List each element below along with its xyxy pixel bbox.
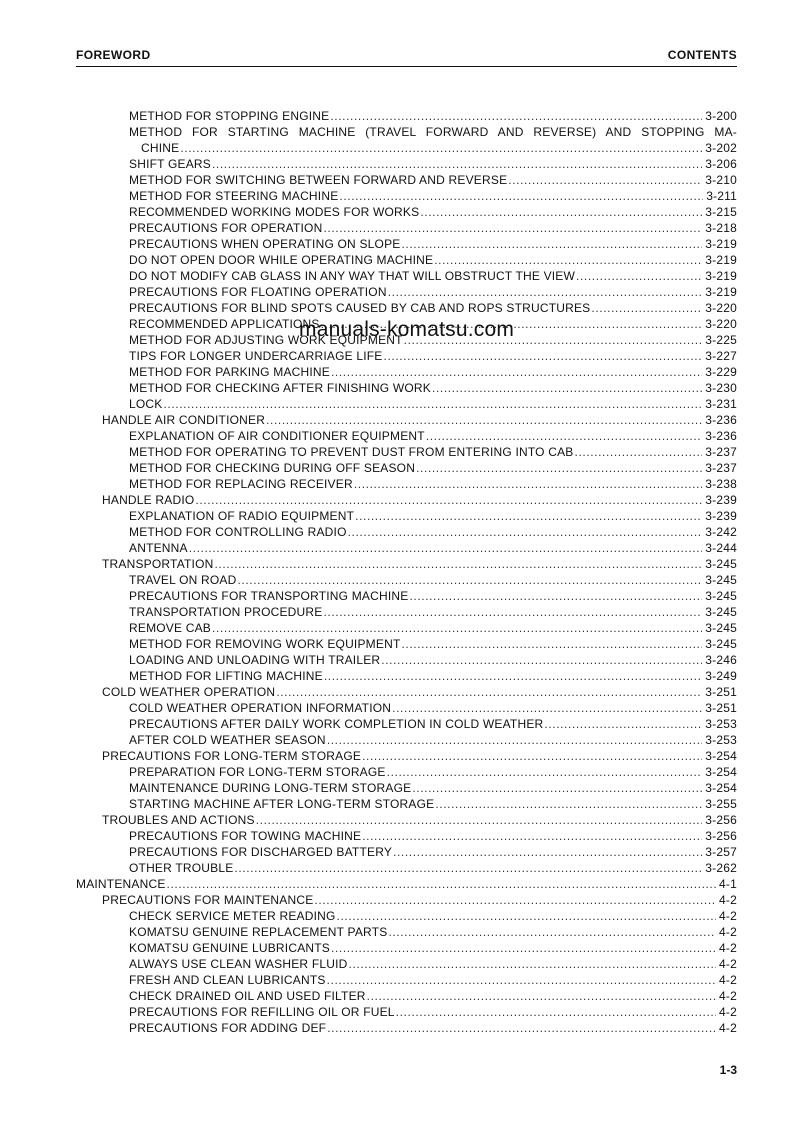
toc-entry[interactable] xyxy=(76,412,737,428)
toc-entry-title: PRECAUTIONS FOR TRANSPORTING MACHINE xyxy=(129,589,409,603)
toc-entry[interactable] xyxy=(76,988,737,1004)
toc-entry-page: 3-227 xyxy=(705,349,737,363)
toc-entry-title: PRECAUTIONS FOR REFILLING OIL OR FUEL xyxy=(129,1005,395,1019)
toc-entry-page: 3-256 xyxy=(705,829,737,843)
toc-dot-leader xyxy=(420,204,702,220)
toc-entry-title: METHOD FOR REMOVING WORK EQUIPMENT xyxy=(129,637,401,651)
toc-dot-leader xyxy=(167,876,717,892)
toc-entry-page: 3-238 xyxy=(705,477,737,491)
toc-entry[interactable] xyxy=(76,908,737,924)
toc-dot-leader xyxy=(276,684,702,700)
toc-entry-title: HANDLE RADIO xyxy=(102,493,195,507)
toc-entry-title: PRECAUTIONS FOR ADDING DEF xyxy=(129,1021,327,1035)
toc-entry[interactable] xyxy=(76,396,737,412)
toc-entry[interactable] xyxy=(76,796,737,812)
toc-entry-title: OTHER TROUBLE xyxy=(129,861,234,875)
toc-entry-page: 3-239 xyxy=(705,509,737,523)
toc-dot-leader xyxy=(409,588,702,604)
section-title: FOREWORD xyxy=(76,48,151,62)
toc-entry-title: HANDLE AIR CONDITIONER xyxy=(102,413,266,427)
toc-dot-leader xyxy=(354,476,702,492)
toc-entry[interactable] xyxy=(76,780,737,796)
toc-entry-title: CHECK DRAINED OIL AND USED FILTER xyxy=(129,989,366,1003)
toc-entry-title: CHECK SERVICE METER READING xyxy=(129,909,336,923)
toc-dot-leader xyxy=(339,188,703,204)
toc-entry[interactable] xyxy=(76,1004,737,1020)
toc-entry-page: 3-254 xyxy=(705,765,737,779)
toc-entry-page: 3-236 xyxy=(705,429,737,443)
toc-entry-title: COLD WEATHER OPERATION xyxy=(102,685,276,699)
toc-entry-page: 3-219 xyxy=(705,237,737,251)
toc-dot-leader xyxy=(576,268,702,284)
toc-entry-page: 3-242 xyxy=(705,525,737,539)
toc-entry-title: KOMATSU GENUINE LUBRICANTS xyxy=(129,941,331,955)
toc-entry[interactable] xyxy=(76,972,737,988)
toc-dot-leader xyxy=(384,348,703,364)
toc-entry-page: 3-231 xyxy=(705,397,737,411)
toc-entry-title: REMOVE CAB xyxy=(129,621,212,635)
toc-dot-leader xyxy=(266,412,702,428)
toc-entry-title: ALWAYS USE CLEAN WASHER FLUID xyxy=(129,957,348,971)
toc-dot-leader xyxy=(393,844,702,860)
toc-entry[interactable] xyxy=(76,652,737,668)
toc-dot-leader xyxy=(330,108,702,124)
toc-entry-title: METHOD FOR STOPPING ENGINE xyxy=(129,109,330,123)
toc-entry-title: METHOD FOR LIFTING MACHINE xyxy=(129,669,323,683)
toc-entry-page: 3-253 xyxy=(705,717,737,731)
toc-entry-page: 3-249 xyxy=(705,669,737,683)
toc-entry[interactable] xyxy=(76,172,737,188)
toc-entry-page: 3-219 xyxy=(705,285,737,299)
toc-entry[interactable] xyxy=(76,364,737,380)
toc-dot-leader xyxy=(591,300,702,316)
toc-entry-title: RECOMMENDED WORKING MODES FOR WORKS xyxy=(129,205,420,219)
toc-dot-leader xyxy=(392,700,702,716)
toc-entry-page: 3-220 xyxy=(705,301,737,315)
toc-dot-leader xyxy=(426,428,702,444)
toc-dot-leader xyxy=(362,748,702,764)
toc-dot-leader xyxy=(544,716,702,732)
toc-entry-page: 3-251 xyxy=(705,701,737,715)
toc-entry-title: TROUBLES AND ACTIONS xyxy=(102,813,255,827)
table-of-contents xyxy=(76,108,737,1036)
toc-entry-title: METHOD FOR SWITCHING BETWEEN FORWARD AND REVERSE xyxy=(129,173,508,187)
toc-entry-page: 3-245 xyxy=(705,589,737,603)
toc-entry-title: PRECAUTIONS AFTER DAILY WORK COMPLETION IN COLD WEATHER xyxy=(129,717,544,731)
toc-entry[interactable] xyxy=(76,732,737,748)
toc-entry-title: PRECAUTIONS FOR FLOATING OPERATION xyxy=(129,285,387,299)
toc-entry-page: 3-244 xyxy=(705,541,737,555)
toc-entry-page: 3-256 xyxy=(705,813,737,827)
toc-entry-page: 3-206 xyxy=(705,157,737,171)
toc-dot-leader xyxy=(401,236,702,252)
toc-entry-title: METHOD FOR ADJUSTING WORK EQUIPMENT xyxy=(129,333,403,347)
toc-dot-leader xyxy=(508,172,702,188)
toc-entry[interactable] xyxy=(76,604,737,620)
toc-dot-leader xyxy=(434,252,702,268)
toc-entry[interactable] xyxy=(76,748,737,764)
toc-entry-page: 4-2 xyxy=(719,893,737,907)
toc-dot-leader xyxy=(163,396,702,412)
toc-entry-title: PRECAUTIONS FOR TOWING MACHINE xyxy=(129,829,362,843)
toc-entry[interactable] xyxy=(76,572,737,588)
toc-entry-page: 3-219 xyxy=(705,269,737,283)
toc-entry[interactable] xyxy=(76,636,737,652)
toc-entry-page: 3-245 xyxy=(705,605,737,619)
toc-entry-page: 4-2 xyxy=(719,989,737,1003)
toc-entry-page: 3-237 xyxy=(705,445,737,459)
page-number: 1-3 xyxy=(719,1063,737,1077)
toc-dot-leader xyxy=(575,444,703,460)
toc-dot-leader xyxy=(212,620,702,636)
toc-entry-title: PRECAUTIONS FOR BLIND SPOTS CAUSED BY CAB AND ROPS STRUCTURES xyxy=(129,301,591,315)
toc-entry-title: DO NOT OPEN DOOR WHILE OPERATING MACHINE xyxy=(129,253,434,267)
toc-entry[interactable] xyxy=(76,924,737,940)
toc-entry[interactable] xyxy=(76,492,737,508)
toc-entry-title: METHOD FOR STARTING MACHINE (TRAVEL FORWARD AND REVERSE) AND STOPPING MA- xyxy=(129,125,737,139)
toc-dot-leader xyxy=(362,828,702,844)
toc-entry-page: 4-2 xyxy=(719,909,737,923)
toc-entry[interactable] xyxy=(76,380,737,396)
toc-entry-title: TRANSPORTATION PROCEDURE xyxy=(129,605,323,619)
toc-entry-title: ANTENNA xyxy=(129,541,188,555)
toc-entry-title: TRANSPORTATION xyxy=(102,557,214,571)
toc-entry-title: SHIFT GEARS xyxy=(129,157,211,171)
toc-dot-leader xyxy=(381,652,702,668)
toc-entry[interactable] xyxy=(76,620,737,636)
toc-dot-leader xyxy=(331,364,702,380)
toc-entry-page: 3-246 xyxy=(705,653,737,667)
toc-entry-title: METHOD FOR STEERING MACHINE xyxy=(129,189,339,203)
toc-entry[interactable] xyxy=(76,220,737,236)
toc-dot-leader xyxy=(327,732,702,748)
toc-dot-leader xyxy=(195,492,702,508)
toc-dot-leader xyxy=(212,156,702,172)
header-divider xyxy=(76,66,737,67)
toc-entry[interactable] xyxy=(76,828,737,844)
toc-dot-leader xyxy=(355,508,702,524)
page-header xyxy=(76,48,737,64)
toc-entry-title: AFTER COLD WEATHER SEASON xyxy=(129,733,326,747)
toc-entry-title: LOADING AND UNLOADING WITH TRAILER xyxy=(129,653,381,667)
toc-entry[interactable] xyxy=(76,956,737,972)
toc-dot-leader xyxy=(324,668,702,684)
toc-entry-page: 3-220 xyxy=(705,317,737,331)
toc-entry[interactable] xyxy=(76,300,737,316)
toc-entry[interactable] xyxy=(76,524,737,540)
toc-entry-title: METHOD FOR PARKING MACHINE xyxy=(129,365,330,379)
toc-entry-title: METHOD FOR CONTROLLING RADIO xyxy=(129,525,347,539)
toc-entry[interactable] xyxy=(76,204,737,220)
toc-entry-page: 4-1 xyxy=(719,877,737,891)
toc-entry[interactable] xyxy=(76,812,737,828)
toc-dot-leader xyxy=(401,636,702,652)
toc-entry-title: TRAVEL ON ROAD xyxy=(129,573,237,587)
toc-entry-title: COLD WEATHER OPERATION INFORMATION xyxy=(129,701,392,715)
toc-entry[interactable] xyxy=(76,540,737,556)
toc-entry-title: PRECAUTIONS WHEN OPERATING ON SLOPE xyxy=(129,237,401,251)
toc-entry-title: FRESH AND CLEAN LUBRICANTS xyxy=(129,973,326,987)
toc-entry[interactable] xyxy=(76,188,737,204)
toc-dot-leader xyxy=(367,988,716,1004)
toc-dot-leader xyxy=(256,812,703,828)
toc-entry[interactable] xyxy=(76,284,737,300)
toc-entry-page: 3-257 xyxy=(705,845,737,859)
toc-entry-page: 3-254 xyxy=(705,749,737,763)
toc-entry[interactable] xyxy=(76,476,737,492)
toc-entry[interactable] xyxy=(76,124,737,140)
toc-entry[interactable] xyxy=(76,700,737,716)
toc-entry[interactable] xyxy=(76,764,737,780)
toc-entry-title: EXPLANATION OF RADIO EQUIPMENT xyxy=(129,509,355,523)
toc-entry[interactable] xyxy=(76,716,737,732)
toc-entry-title: CHINE xyxy=(141,141,180,155)
toc-entry-page: 3-211 xyxy=(706,189,737,203)
toc-entry-page: 4-2 xyxy=(719,1021,737,1035)
toc-entry-page: 3-245 xyxy=(705,573,737,587)
toc-entry-page: 3-245 xyxy=(705,621,737,635)
toc-entry-page: 3-255 xyxy=(705,797,737,811)
toc-dot-leader xyxy=(180,140,702,156)
toc-entry-title: LOCK xyxy=(129,397,163,411)
contents-title: CONTENTS xyxy=(667,48,737,62)
toc-entry-page: 3-251 xyxy=(705,685,737,699)
toc-entry[interactable] xyxy=(76,268,737,284)
toc-dot-leader xyxy=(323,604,702,620)
toc-dot-leader xyxy=(387,764,703,780)
toc-entry[interactable] xyxy=(76,668,737,684)
toc-dot-leader xyxy=(412,780,702,796)
toc-entry-title: DO NOT MODIFY CAB GLASS IN ANY WAY THAT WILL OBSTRUCT THE VIEW xyxy=(129,269,576,283)
toc-entry-title: PREPARATION FOR LONG-TERM STORAGE xyxy=(129,765,386,779)
toc-entry-page: 3-262 xyxy=(705,861,737,875)
toc-dot-leader xyxy=(327,972,716,988)
toc-dot-leader xyxy=(327,1020,716,1036)
toc-entry-title: MAINTENANCE xyxy=(76,877,166,891)
toc-entry-title: KOMATSU GENUINE REPLACEMENT PARTS xyxy=(129,925,388,939)
toc-dot-leader xyxy=(435,796,702,812)
toc-entry-page: 3-245 xyxy=(705,557,737,571)
toc-entry[interactable] xyxy=(76,588,737,604)
toc-entry[interactable] xyxy=(76,892,737,908)
toc-dot-leader xyxy=(331,940,716,956)
toc-entry[interactable] xyxy=(76,348,737,364)
toc-dot-leader xyxy=(189,540,703,556)
toc-entry-page: 3-210 xyxy=(705,173,737,187)
toc-entry-title: METHOD FOR CHECKING AFTER FINISHING WORK xyxy=(129,381,432,395)
toc-entry[interactable] xyxy=(76,844,737,860)
toc-entry[interactable] xyxy=(76,108,737,124)
toc-entry[interactable] xyxy=(76,460,737,476)
toc-entry-page: 4-2 xyxy=(719,1005,737,1019)
toc-entry[interactable] xyxy=(76,140,737,156)
toc-entry[interactable] xyxy=(76,508,737,524)
toc-entry-page: 3-219 xyxy=(705,253,737,267)
toc-entry-page: 3-202 xyxy=(705,141,737,155)
toc-entry[interactable] xyxy=(76,156,737,172)
watermark: manuals-komatsu.com xyxy=(299,318,515,341)
toc-entry-page: 3-229 xyxy=(705,365,737,379)
toc-dot-leader xyxy=(237,572,702,588)
toc-entry-title: RECOMMENDED APPLICATIONS xyxy=(129,317,320,331)
toc-entry-page: 3-200 xyxy=(705,109,737,123)
toc-entry-title: PRECAUTIONS FOR LONG-TERM STORAGE xyxy=(102,749,362,763)
toc-entry-title: TIPS FOR LONGER UNDERCARRIAGE LIFE xyxy=(129,349,383,363)
toc-dot-leader xyxy=(337,908,717,924)
toc-entry-page: 3-215 xyxy=(705,205,737,219)
toc-entry[interactable] xyxy=(76,876,737,892)
toc-entry-title: STARTING MACHINE AFTER LONG-TERM STORAGE xyxy=(129,797,435,811)
toc-entry-title: METHOD FOR REPLACING RECEIVER xyxy=(129,477,353,491)
toc-dot-leader xyxy=(388,924,716,940)
toc-entry-page: 3-225 xyxy=(705,333,737,347)
toc-entry-page: 3-253 xyxy=(705,733,737,747)
toc-dot-leader xyxy=(234,860,702,876)
toc-entry-page: 3-245 xyxy=(705,637,737,651)
toc-dot-leader xyxy=(314,892,716,908)
toc-entry-title: PRECAUTIONS FOR OPERATION xyxy=(129,221,323,235)
toc-entry[interactable] xyxy=(76,444,737,460)
toc-dot-leader xyxy=(348,524,703,540)
toc-entry-page: 3-230 xyxy=(705,381,737,395)
toc-entry[interactable] xyxy=(76,252,737,268)
toc-entry[interactable] xyxy=(76,860,737,876)
toc-dot-leader xyxy=(396,1004,716,1020)
toc-entry-page: 4-2 xyxy=(719,957,737,971)
toc-dot-leader xyxy=(432,380,702,396)
toc-entry[interactable] xyxy=(76,940,737,956)
toc-entry-page: 3-254 xyxy=(705,781,737,795)
toc-entry[interactable] xyxy=(76,1020,737,1036)
toc-entry-page: 3-218 xyxy=(705,221,737,235)
toc-entry-page: 3-237 xyxy=(705,461,737,475)
toc-entry-title: PRECAUTIONS FOR DISCHARGED BATTERY xyxy=(129,845,393,859)
toc-entry[interactable] xyxy=(76,684,737,700)
toc-dot-leader xyxy=(388,284,703,300)
toc-entry-title: METHOD FOR OPERATING TO PREVENT DUST FROM ENTERING INTO CAB xyxy=(129,445,574,459)
toc-dot-leader xyxy=(349,956,717,972)
toc-entry[interactable] xyxy=(76,428,737,444)
toc-dot-leader xyxy=(323,220,702,236)
toc-entry-page: 4-2 xyxy=(719,925,737,939)
toc-entry-page: 3-239 xyxy=(705,493,737,507)
toc-entry-page: 4-2 xyxy=(719,973,737,987)
toc-entry-page: 4-2 xyxy=(719,941,737,955)
toc-entry[interactable] xyxy=(76,236,737,252)
toc-dot-leader xyxy=(214,556,702,572)
toc-entry-title: METHOD FOR CHECKING DURING OFF SEASON xyxy=(129,461,416,475)
toc-entry-page: 3-236 xyxy=(705,413,737,427)
toc-entry-title: MAINTENANCE DURING LONG-TERM STORAGE xyxy=(129,781,412,795)
toc-entry-title: EXPLANATION OF AIR CONDITIONER EQUIPMENT xyxy=(129,429,425,443)
toc-entry-title: PRECAUTIONS FOR MAINTENANCE xyxy=(102,893,314,907)
toc-entry[interactable] xyxy=(76,556,737,572)
toc-dot-leader xyxy=(416,460,702,476)
